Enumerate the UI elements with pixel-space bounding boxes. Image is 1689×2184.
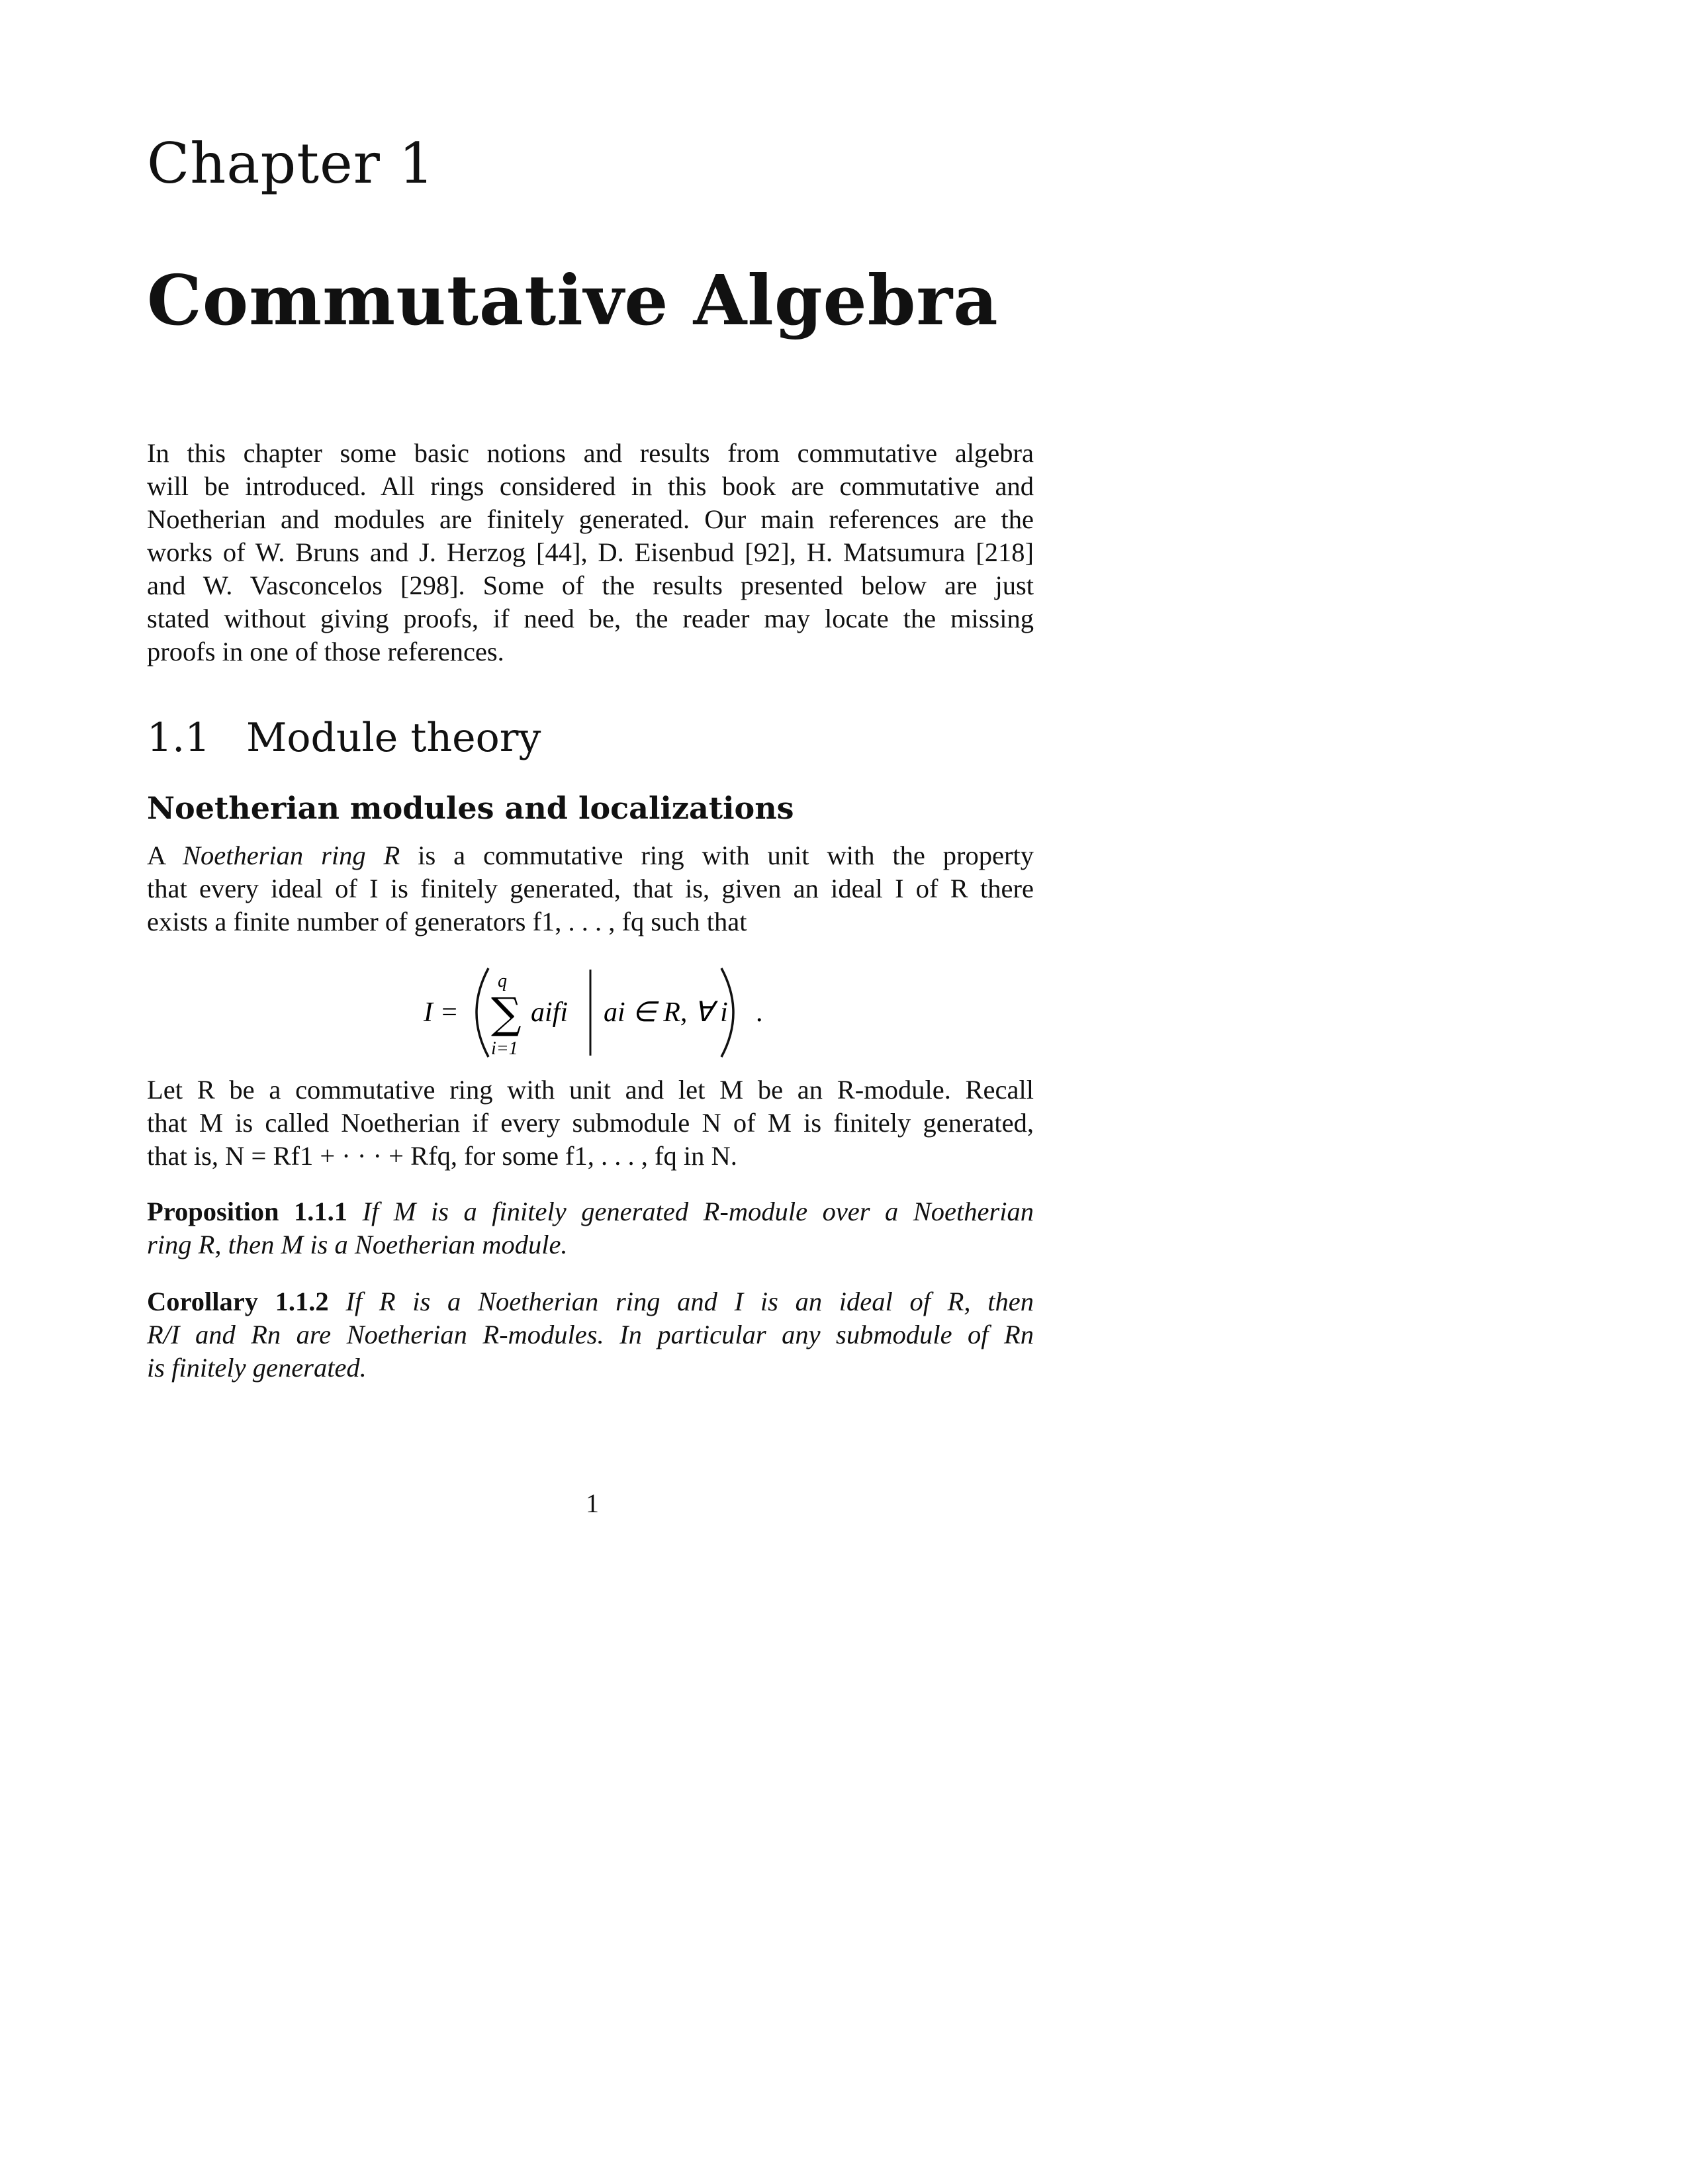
article: A [147, 841, 183, 870]
intro-line: proofs in one of those references. [147, 637, 504, 666]
subsection-heading: Noetherian modules and localizations [147, 790, 794, 826]
section-title: Module theory [246, 715, 541, 761]
corollary-text: If R is a Noetherian ring and I is an ideal of R, then [345, 1287, 1034, 1316]
definition-line [147, 839, 1034, 872]
intro-line: Noetherian and modules are finitely generated. Our main references are the [147, 504, 1034, 534]
intro-line: stated without giving proofs, if need be, the reader may locate the missing [147, 604, 1034, 633]
module-line: Let R be a commutative ring with unit and let M be an R-module. Recall [147, 1075, 1034, 1105]
left-paren [477, 968, 488, 1057]
definition-paragraph [147, 839, 1034, 938]
upper-limit: q [498, 971, 507, 991]
summand: aifi [531, 997, 569, 1028]
corollary-label: Corollary 1.1.2 [147, 1287, 329, 1316]
module-line: that is, N = Rf1 + · · · + Rfq, for some f1, . . . , fq in N. [147, 1141, 737, 1171]
ideal-equation [417, 963, 814, 1062]
definition-text: is a commutative ring with unit with the property [400, 841, 1034, 870]
intro-paragraph [147, 437, 1034, 668]
chapter-label: Chapter 1 [147, 131, 435, 196]
equation-lhs: I = [424, 997, 459, 1028]
definition-line: that every ideal of I is finitely generated, that is, given an ideal I of R there [147, 874, 1034, 903]
proposition-label: Proposition 1.1.1 [147, 1197, 348, 1226]
module-paragraph [147, 1073, 1034, 1173]
intro-line: will be introduced. All rings considered in this book are commutative and [147, 471, 1034, 501]
proposition-line [147, 1195, 1034, 1228]
equation-period: . [756, 997, 763, 1028]
section-number: 1.1 [147, 715, 210, 761]
proposition-block [147, 1195, 1034, 1261]
corollary-line: is finitely generated. [147, 1353, 367, 1383]
definition-line: exists a finite number of generators f1, . . . , fq such that [147, 907, 747, 936]
proposition-line: ring R, then M is a Noetherian module. [147, 1230, 568, 1259]
condition: ai ∈ R, ∀ i [604, 997, 728, 1028]
chapter-title: Commutative Algebra [147, 259, 999, 341]
module-line: that M is called Noetherian if every submodule N of M is finitely generated, [147, 1108, 1034, 1138]
corollary-block [147, 1285, 1034, 1385]
lower-limit: i=1 [491, 1038, 518, 1059]
proposition-text: If M is a finitely generated R-module over a Noetherian [362, 1197, 1034, 1226]
intro-line: In this chapter some basic notions and results from commutative algebra [147, 438, 1034, 468]
intro-line: works of W. Bruns and J. Herzog [44], D. Eisenbud [92], H. Matsumura [218] [147, 537, 1034, 567]
corollary-line: R/I and Rn are Noetherian R-modules. In particular any submodule of Rn [147, 1320, 1034, 1349]
intro-line: and W. Vasconcelos [298]. Some of the results presented below are just [147, 570, 1034, 600]
defined-term: Noetherian ring R [182, 841, 400, 870]
corollary-line [147, 1285, 1034, 1318]
sum-symbol: ∑ [491, 989, 522, 1038]
section-heading [147, 715, 541, 761]
page-number: 1 [586, 1488, 599, 1518]
